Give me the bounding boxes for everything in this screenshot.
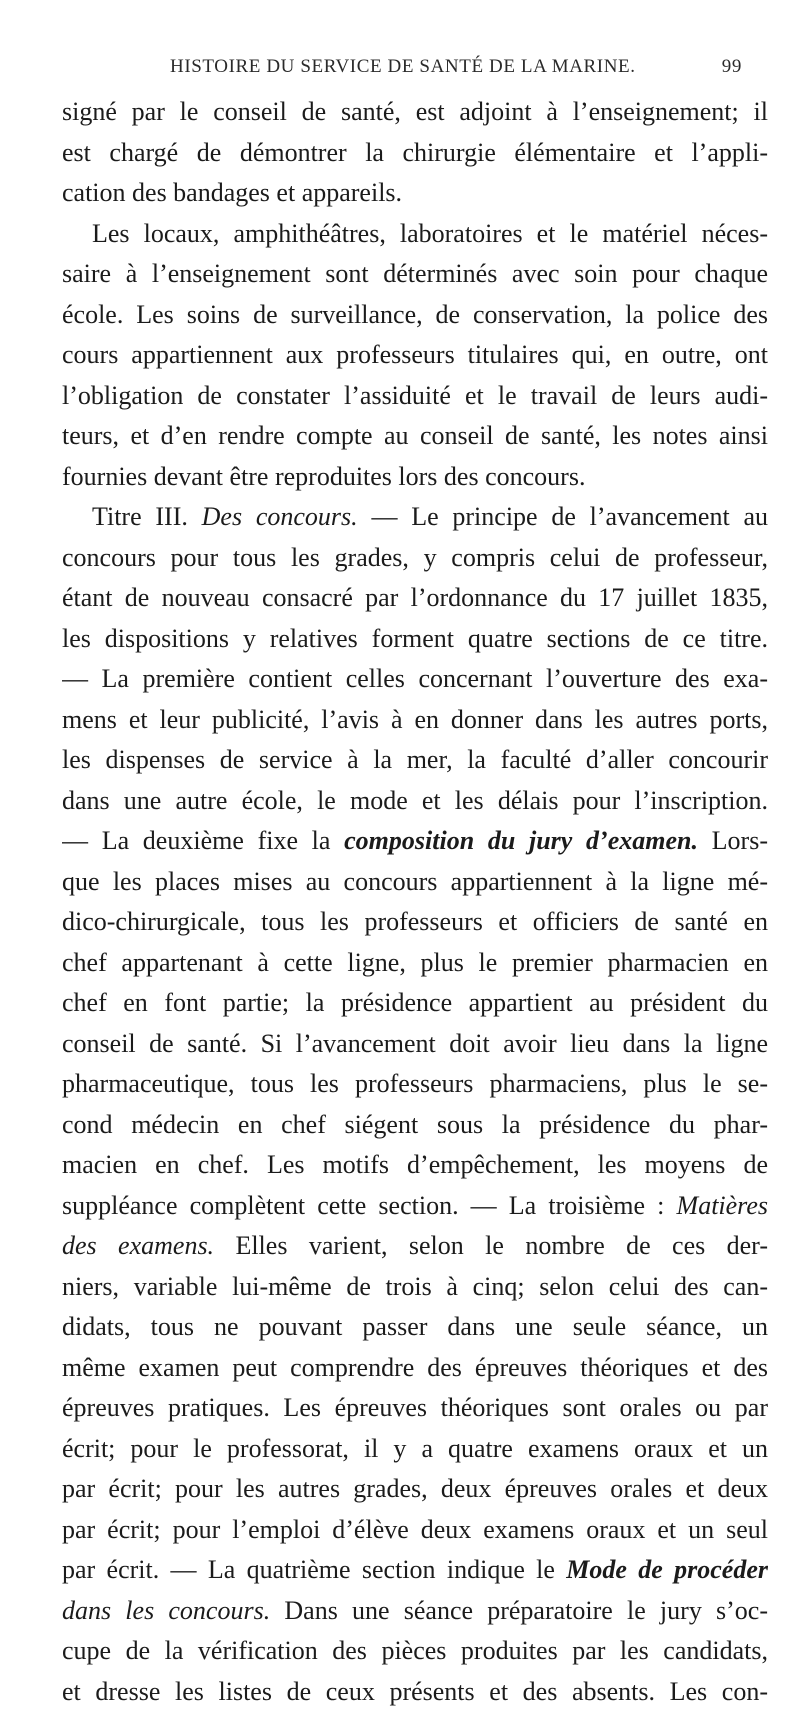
text-line (62, 1024, 768, 1065)
text-run: que les places mises au concours appartiennent à la ligne mé- (62, 867, 768, 896)
text-run: est chargé de démontrer la chirurgie élémentaire et l’appli- (62, 138, 768, 167)
text-run: Titre III. (92, 502, 202, 531)
text-line (62, 1145, 768, 1186)
text-run: cours appartiennent aux professeurs titulaires qui, en outre, ont (62, 340, 768, 369)
text-line (62, 1226, 768, 1267)
page-number: 99 (722, 56, 742, 78)
text-run: et dresse les listes de ceux présents et des absents. Les con- (62, 1677, 768, 1706)
text-line (62, 457, 768, 498)
text-run: Elles varient, selon le nombre de ces der- (214, 1231, 768, 1260)
text-run: les dispenses de service à la mer, la faculté d’aller concourir (62, 745, 768, 774)
text-run: école. Les soins de surveillance, de conservation, la police des (62, 300, 768, 329)
text-run: cond médecin en chef siégent sous la présidence du phar- (62, 1110, 768, 1139)
text-run: chef en font partie; la présidence appartient au président du (62, 988, 768, 1017)
text-line (62, 659, 768, 700)
text-run: écrit; pour le professorat, il y a quatre examens oraux et un (62, 1434, 768, 1463)
text-run: saire à l’enseignement sont déterminés avec soin pour chaque (62, 259, 768, 288)
text-run: Lors- (698, 826, 768, 855)
text-line (62, 902, 768, 943)
text-line (62, 214, 768, 255)
text-run: chef appartenant à cette ligne, plus le premier pharmacien en (62, 948, 768, 977)
text-run: macien en chef. Les motifs d’empêchement, les moyens de (62, 1150, 768, 1179)
running-head (170, 56, 742, 82)
text-line (62, 1388, 768, 1429)
text-line (62, 254, 768, 295)
text-line (62, 497, 768, 538)
emphasis-run: Matières (677, 1191, 768, 1220)
text-run: les dispositions y relatives forment quatre sections de ce titre. (62, 624, 768, 653)
text-line (62, 416, 768, 457)
text-run: didats, tous ne pouvant passer dans une seule séance, un (62, 1312, 768, 1341)
emphasis-run: Des concours. (202, 502, 358, 531)
text-line (62, 1064, 768, 1105)
text-run: fournies devant être reproduites lors des concours. (62, 462, 585, 491)
text-run: mens et leur publicité, l’avis à en donner dans les autres ports, (62, 705, 768, 734)
text-line (62, 781, 768, 822)
text-run: l’obligation de constater l’assiduité et le travail de leurs audi- (62, 381, 768, 410)
text-run: dans une autre école, le mode et les délais pour l’inscription. (62, 786, 768, 815)
text-run: signé par le conseil de santé, est adjoint à l’enseignement; il (62, 97, 768, 126)
text-line (62, 173, 768, 214)
text-run: par écrit. — La quatrième section indique le (62, 1555, 566, 1584)
text-run: par écrit; pour les autres grades, deux épreuves orales et deux (62, 1474, 768, 1503)
text-run: teurs, et d’en rendre compte au conseil de santé, les notes ainsi (62, 421, 768, 450)
text-run: — La première contient celles concernant l’ouverture des exa- (62, 664, 768, 693)
text-run: conseil de santé. Si l’avancement doit avoir lieu dans la ligne (62, 1029, 768, 1058)
text-run: Dans une séance préparatoire le jury s’oc- (270, 1596, 768, 1625)
text-run: cupe de la vérification des pièces produites par les candidats, (62, 1636, 768, 1665)
text-run: cation des bandages et appareils. (62, 178, 402, 207)
text-run: par écrit; pour l’emploi d’élève deux examens oraux et un seul (62, 1515, 768, 1544)
text-run: pharmaceutique, tous les professeurs pharmaciens, plus le se- (62, 1069, 768, 1098)
emphasis-run: dans les concours. (62, 1596, 270, 1625)
text-line (62, 619, 768, 660)
text-run: — Le principe de l’avancement au (358, 502, 768, 531)
text-line (62, 740, 768, 781)
text-line (62, 133, 768, 174)
text-run: — La deuxième fixe la (62, 826, 344, 855)
text-run: dico-chirurgicale, tous les professeurs et officiers de santé en (62, 907, 768, 936)
text-line (62, 1348, 768, 1389)
emphasis-run: composition du jury d’examen. (344, 826, 698, 855)
text-line (62, 1267, 768, 1308)
text-line (62, 700, 768, 741)
text-run: même examen peut comprendre des épreuves théoriques et des (62, 1353, 768, 1382)
text-line (62, 335, 768, 376)
text-line (62, 92, 768, 133)
text-line (62, 1672, 768, 1712)
text-run: concours pour tous les grades, y compris celui de professeur, (62, 543, 768, 572)
emphasis-run: des examens. (62, 1231, 214, 1260)
text-run: suppléance complètent cette section. — La troisième : (62, 1191, 677, 1220)
text-line (62, 862, 768, 903)
text-run: Les locaux, amphithéâtres, laboratoires et le matériel néces- (92, 219, 768, 248)
text-line (62, 578, 768, 619)
text-line (62, 538, 768, 579)
text-line (62, 1631, 768, 1672)
text-line (62, 1105, 768, 1146)
body-text (62, 92, 768, 1712)
text-line (62, 983, 768, 1024)
text-line (62, 1429, 768, 1470)
text-line (62, 376, 768, 417)
text-line (62, 295, 768, 336)
text-run: niers, variable lui-même de trois à cinq; selon celui des can- (62, 1272, 768, 1301)
text-line (62, 821, 768, 862)
text-run: étant de nouveau consacré par l’ordonnance du 17 juillet 1835, (62, 583, 768, 612)
text-line (62, 1510, 768, 1551)
text-line (62, 1469, 768, 1510)
emphasis-run: Mode de procéder (566, 1555, 768, 1584)
text-line (62, 1307, 768, 1348)
text-line (62, 943, 768, 984)
text-run: épreuves pratiques. Les épreuves théoriques sont orales ou par (62, 1393, 768, 1422)
text-line (62, 1591, 768, 1632)
text-line (62, 1550, 768, 1591)
running-title: HISTOIRE DU SERVICE DE SANTÉ DE LA MARINE. (170, 56, 636, 78)
text-line (62, 1186, 768, 1227)
